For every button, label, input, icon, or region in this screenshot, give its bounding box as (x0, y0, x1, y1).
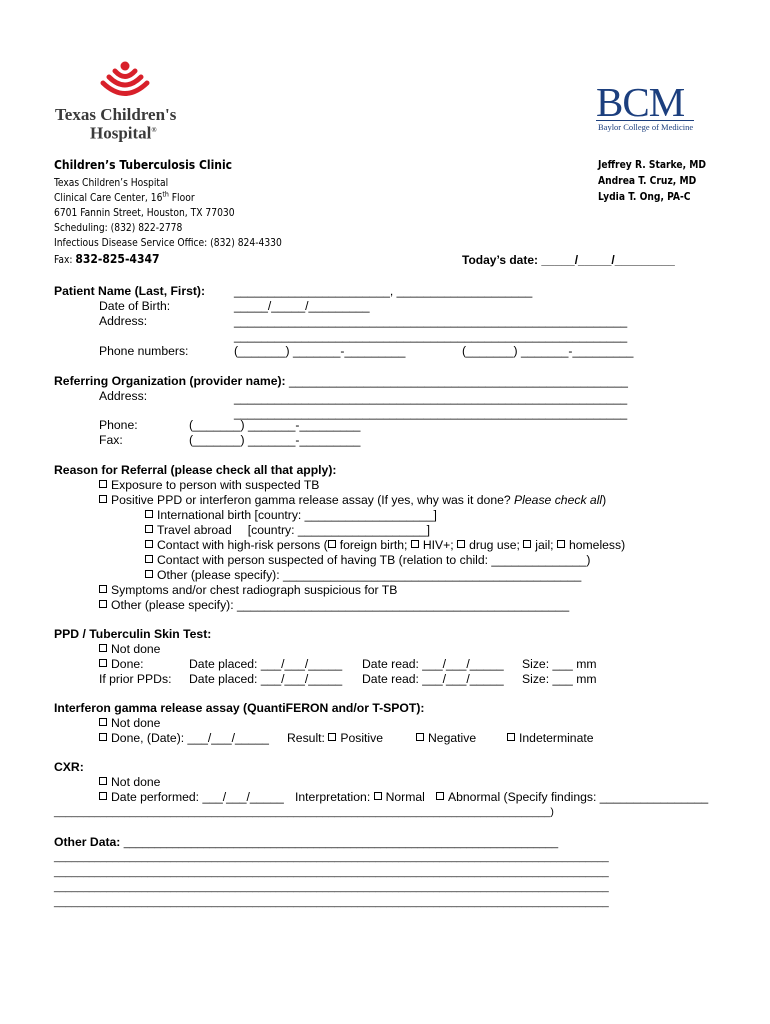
patient-name-label: Patient Name (Last, First): (54, 284, 206, 298)
phone-label: Phone numbers: (99, 344, 189, 358)
cxr-date-performed[interactable]: Date performed: ___/___/_____ (99, 790, 284, 805)
reason-item-exposure[interactable]: Exposure to person with suspected TB (99, 478, 319, 493)
igra-result: Result: Positive (287, 731, 384, 745)
referring-field[interactable]: __________________________________________________ (288, 374, 628, 388)
reason-title: Reason for Referral (please check all that apply): (54, 463, 337, 477)
tch-logo (52, 60, 212, 150)
ppd-size-1[interactable]: Size: ___ mm (522, 657, 597, 671)
checkbox-icon[interactable] (99, 659, 107, 667)
ppd-title: PPD / Tuberculin Skin Test: (54, 627, 212, 641)
doctor-1: Jeffrey R. Starke, MD (598, 160, 707, 171)
checkbox-icon[interactable] (557, 540, 565, 548)
cxr-interpretation: Interpretation: Normal (295, 790, 425, 804)
clinic-line4: Scheduling: (832) 822-2778 (54, 223, 183, 234)
cxr-title: CXR: (54, 760, 84, 774)
other-data-row (54, 835, 558, 851)
reason-sub-contact-tb[interactable]: Contact with person suspected of having TB (relation to child: ______________) (145, 553, 590, 568)
checkbox-icon[interactable] (145, 570, 153, 578)
clinic-line3: 6701 Fannin Street, Houston, TX 77030 (54, 208, 235, 219)
ppd-done[interactable]: Done: (99, 657, 144, 672)
ref-phone-label: Phone: (99, 418, 138, 432)
doctor-2: Andrea T. Cruz, MD (598, 176, 697, 187)
checkbox-icon[interactable] (374, 792, 382, 800)
other-data-line-1[interactable]: _______________________________________________________________________________________________ (54, 851, 609, 863)
dob-field[interactable]: _____/_____/_________ (234, 299, 370, 313)
checkbox-icon[interactable] (145, 525, 153, 533)
tch-name-line1: Texas Children's (55, 105, 177, 124)
checkbox-icon[interactable] (457, 540, 465, 548)
checkbox-icon[interactable] (145, 540, 153, 548)
patient-name-field[interactable]: _______________________, ____________________ (234, 284, 533, 298)
other-data-line-4[interactable]: _______________________________________________________________________________________________ (54, 896, 609, 908)
checkbox-icon[interactable] (145, 555, 153, 563)
ppd-prior-label: If prior PPDs: (99, 672, 172, 686)
checkbox-icon[interactable] (99, 792, 107, 800)
checkbox-icon[interactable] (99, 585, 107, 593)
ppd-size-2[interactable]: Size: ___ mm (522, 672, 597, 686)
reason-sub-intl-birth[interactable]: International birth [country: ___________________] (145, 508, 437, 523)
bcm-subtitle: Baylor College of Medicine (598, 122, 694, 132)
doctor-3: Lydia T. Ong, PA-C (598, 192, 691, 203)
ref-fax-field[interactable]: (_______) _______-_________ (189, 433, 361, 447)
checkbox-icon[interactable] (328, 733, 336, 741)
phone-field-2[interactable]: (_______) _______-_________ (462, 344, 634, 358)
checkbox-icon[interactable] (99, 480, 107, 488)
phone-field-1[interactable]: (_______) _______-_________ (234, 344, 406, 358)
checkbox-icon[interactable] (145, 510, 153, 518)
bcm-logo (596, 79, 706, 134)
other-data-line-0[interactable]: _______________________________________________________________________ (123, 837, 559, 849)
address-field-2[interactable]: __________________________________________________________ (234, 329, 628, 343)
other-data-label: Other Data: (54, 835, 121, 849)
clinic-line5: Infectious Disease Service Office: (832) 824-4330 (54, 238, 282, 249)
checkbox-icon[interactable] (99, 777, 107, 785)
checkbox-icon[interactable] (411, 540, 419, 548)
clinic-line2: Clinical Care Center, 16th Floor (54, 190, 195, 204)
ppd-date-placed-1[interactable]: Date placed: ___/___/_____ (189, 657, 343, 671)
ppd-date-read-2[interactable]: Date read: ___/___/_____ (362, 672, 504, 686)
reason-item-other[interactable]: Other (please specify): _________________________________________________ (99, 598, 569, 613)
igra-negative[interactable]: Negative (416, 731, 476, 746)
address-label: Address: (99, 314, 148, 328)
checkbox-icon[interactable] (436, 792, 444, 800)
referring-label: Referring Organization (provider name): (54, 374, 286, 388)
igra-indeterminate[interactable]: Indeterminate (507, 731, 594, 746)
referring-row (54, 374, 628, 389)
todays-date[interactable]: Today’s date: _____/_____/_________ (462, 253, 675, 267)
ref-address-label: Address: (99, 389, 148, 403)
checkbox-icon[interactable] (99, 718, 107, 726)
checkbox-icon[interactable] (99, 733, 107, 741)
ref-phone-field[interactable]: (_______) _______-_________ (189, 418, 361, 432)
ref-address-field-1[interactable]: __________________________________________________________ (234, 391, 628, 405)
checkbox-icon[interactable] (99, 644, 107, 652)
ref-fax-label: Fax: (99, 433, 123, 447)
checkbox-icon[interactable] (328, 540, 336, 548)
checkbox-icon[interactable] (99, 495, 107, 503)
cxr-not-done[interactable]: Not done (99, 775, 160, 790)
dob-label: Date of Birth: (99, 299, 171, 313)
checkbox-icon[interactable] (99, 600, 107, 608)
igra-not-done[interactable]: Not done (99, 716, 160, 731)
igra-done[interactable]: Done, (Date): ___/___/_____ (99, 731, 269, 746)
tch-arcs-icon (90, 60, 160, 106)
clinic-line1: Texas Children’s Hospital (54, 178, 169, 189)
reason-sub-travel[interactable]: Travel abroad [country: ___________________] (145, 523, 430, 538)
ppd-date-placed-2[interactable]: Date placed: ___/___/_____ (189, 672, 343, 686)
cxr-abnormal[interactable]: Abnormal (Specify findings: ________________ (436, 790, 708, 805)
igra-title: Interferon gamma release assay (QuantiFERON and/or T-SPOT): (54, 701, 425, 715)
ppd-not-done[interactable]: Not done (99, 642, 160, 657)
clinic-name: Children’s Tuberculosis Clinic (54, 158, 233, 172)
ref-address-field-2[interactable]: __________________________________________________________ (234, 406, 628, 420)
bcm-rule (596, 120, 694, 121)
address-field-1[interactable]: __________________________________________________________ (234, 314, 628, 328)
reason-item-positive[interactable]: Positive PPD or interferon gamma release assay (If yes, why was it done? Please check all) (99, 493, 606, 508)
cxr-findings-line[interactable]: _____________________________________________________________________________________) (54, 806, 554, 818)
checkbox-icon[interactable] (523, 540, 531, 548)
reason-item-symptoms[interactable]: Symptoms and/or chest radiograph suspicious for TB (99, 583, 397, 598)
tch-name-line2: Hospital® (90, 123, 157, 143)
other-data-line-3[interactable]: _______________________________________________________________________________________________ (54, 881, 609, 893)
checkbox-icon[interactable] (416, 733, 424, 741)
other-data-line-2[interactable]: _______________________________________________________________________________________________ (54, 866, 609, 878)
bcm-letters: BCM (596, 79, 685, 125)
reason-sub-other[interactable]: Other (please specify): ____________________________________________ (145, 568, 581, 583)
clinic-fax: Fax: 832-825-4347 (54, 252, 160, 266)
reason-sub-high-risk[interactable]: Contact with high-risk persons ( foreign birth; HIV+; drug use; jail; homeless) (145, 538, 625, 553)
ppd-date-read-1[interactable]: Date read: ___/___/_____ (362, 657, 504, 671)
checkbox-icon[interactable] (507, 733, 515, 741)
